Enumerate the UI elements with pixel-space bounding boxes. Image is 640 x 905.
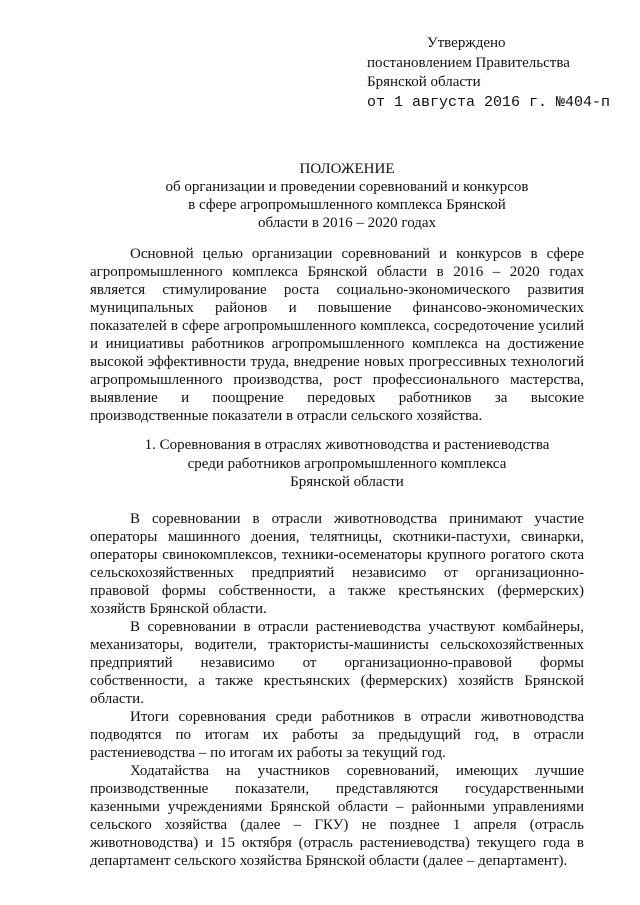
approval-label: Утверждено	[427, 35, 506, 51]
title-heading: ПОЛОЖЕНИЕ	[299, 161, 395, 177]
title-line-1: об организации и проведении соревнований и конкурсов	[165, 179, 529, 195]
section-1-heading-line-1: 1. Соревнования в отраслях животноводства и растениеводства	[144, 437, 550, 453]
section-1-body	[90, 510, 584, 870]
section-1-heading-line-3: Брянской области	[290, 474, 404, 490]
intro-section	[90, 245, 584, 425]
approval-region: Брянской области	[367, 74, 481, 90]
intro-paragraph: Основной целью организации соревнований и конкурсов в сфере агропромышленного комплекса Брянской области в 2016 – 2020 годах является стимулирование роста социально-экономического развития муниципальных районов и повышение финансово-экономических показателей в сфере агропромышленного комплекса, сосредоточение усилий и инициативы работников агропромышленного комплекса на достижение высокой эффективности труда, внедрение новых прогрессивных технологий агропромышленного производства, рост профессионального мастерства, выявление и поощрение передовых работников за высокие производственные показатели в отрасли сельского хозяйства.	[90, 246, 584, 424]
paragraph: В соревновании в отрасли животноводства принимают участие операторы машинного доения, телятницы, скотники-пастухи, свинарки, операторы свинокомплексов, техники-осеменаторы крупного рогатого скота сельскохозяйственных предприятий независимо от организационно-правовой формы собственности, а также крестьянских (фермерских) хозяйств Брянской области.	[90, 511, 584, 617]
section-1-heading-line-2: среди работников агропромышленного комплекса	[187, 455, 507, 472]
approval-block	[367, 34, 610, 112]
section-1-heading	[60, 436, 634, 492]
title-line-2: в сфере агропромышленного комплекса Брянской	[188, 197, 506, 213]
paragraph: В соревновании в отрасли растениеводства участвуют комбайнеры, механизаторы, водители, трактористы-машинисты сельскохозяйственных предприятий независимо от организационно-правовой формы собственности, а также крестьянских (фермерских) хозяйств Брянской области.	[90, 619, 584, 707]
approval-date-number: от 1 августа 2016 г. №404-п	[367, 93, 611, 111]
paragraph: Итоги соревнования среди работников в отрасли животноводства подводятся по итогам их работы за предыдущий год, в отрасли растениеводства – по итогам их работы за текущий год.	[90, 709, 584, 761]
paragraph: Ходатайства на участников соревнований, имеющих лучшие производственные показатели, представляются государственными казенными учреждениями Брянской области – районными управлениями сельского хозяйства (далее – ГКУ) не позднее 1 апреля (отрасль животноводства) и 15 октября (отрасль растениеводства) текущего года в департамент сельского хозяйства Брянской области (далее – департамент).	[90, 763, 584, 869]
document-title	[60, 160, 634, 232]
title-line-3: области в 2016 – 2020 годах	[257, 215, 437, 231]
approval-decree: постановлением Правительства	[367, 54, 570, 71]
